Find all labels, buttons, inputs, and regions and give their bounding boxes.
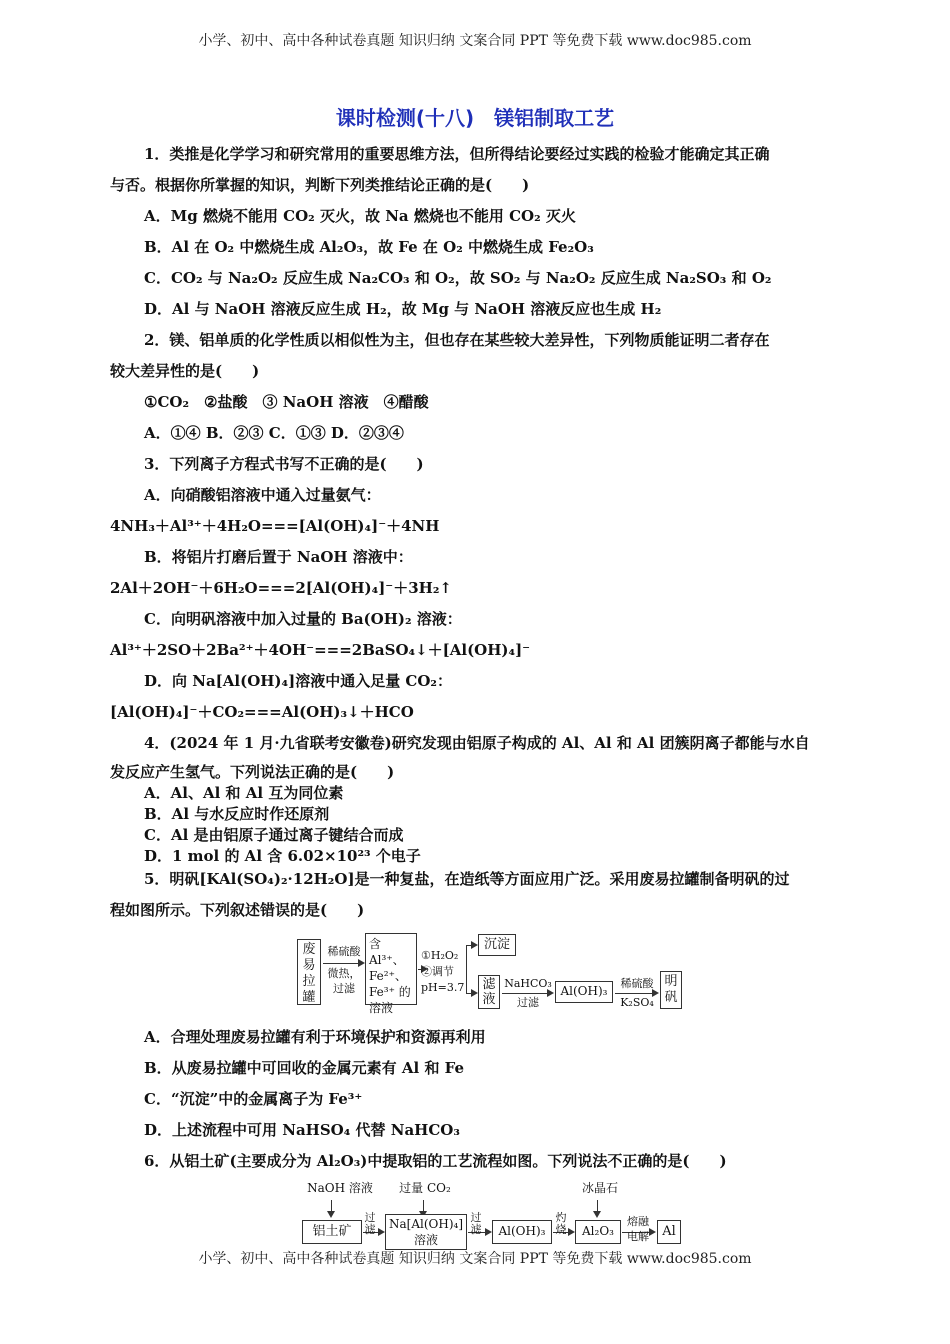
- q4-option-c: C．Al 是由铝原子通过离子键结合而成: [144, 826, 404, 844]
- flow-step3: pH=3.7: [421, 981, 465, 994]
- q3-equation-d: [Al(OH)₄]⁻＋CO₂===Al(OH)₃↓＋HCO: [110, 703, 414, 721]
- q1-option-d: D．Al 与 NaOH 溶液反应生成 H₂，故 Mg 与 NaOH 溶液反应也生成 H₂: [144, 300, 662, 318]
- q5-stem-line2: 程如图所示。下列叙述错误的是( ): [110, 901, 365, 919]
- flow-start-label: 废易拉罐: [302, 942, 316, 1005]
- q1-stem-line2: 与否。根据你所掌握的知识，判断下列类推结论正确的是( ): [110, 176, 530, 194]
- q2-stem-line1: 2．镁、铝单质的化学性质以相似性为主，但也存在某些较大差异性，下列物质能证明二者存在: [144, 331, 770, 349]
- q3-equation-a: 4NH₃＋Al³⁺＋4H₂O===[Al(OH)₄]⁻＋4NH: [110, 517, 440, 535]
- flow-solution-line3: Fe³⁺ 的: [369, 985, 411, 999]
- flow-arrow1-bot: 过滤: [333, 982, 355, 995]
- flow-step2: ②调节: [421, 965, 454, 978]
- q6-box-oxide: Al₂O₃: [575, 1220, 621, 1244]
- q2-stem-line2: 较大差异性的是( ): [110, 362, 260, 380]
- q6-box-metal: Al: [657, 1220, 681, 1244]
- q1-option-b: B．Al 在 O₂ 中燃烧生成 Al₂O₃，故 Fe 在 O₂ 中燃烧生成 Fe₂O₃: [144, 238, 594, 256]
- flow-arrow3-top: NaHCO₃: [504, 977, 552, 990]
- q6-filter-2: 过滤: [470, 1211, 482, 1236]
- q5-option-d: D．上述流程中可用 NaHSO₄ 代替 NaHCO₃: [144, 1121, 460, 1139]
- q5-option-a: A．合理处理废易拉罐有利于环境保护和资源再利用: [144, 1028, 486, 1046]
- q6-box-solution: [385, 1214, 467, 1250]
- flow-solution-line2: Fe²⁺、: [369, 969, 407, 983]
- flow-arrow-4: [615, 993, 657, 994]
- flow-arrow-1: [323, 963, 363, 964]
- q6-arrow-reagent-3: [597, 1200, 598, 1216]
- flow-arrow-filtrate: [466, 993, 476, 994]
- q1-option-a: A．Mg 燃烧不能用 CO₂ 灭火，故 Na 燃烧也不能用 CO₂ 灭火: [144, 207, 576, 225]
- q3-option-c: C．向明矾溶液中加入过量的 Ba(OH)₂ 溶液：: [144, 610, 462, 628]
- flow-arrow-3: [502, 993, 552, 994]
- q6-reagent-2: 过量 CO₂: [399, 1181, 451, 1195]
- q6-solution-line2: 溶液: [413, 1233, 438, 1247]
- flow-box-solution: [365, 933, 417, 1015]
- page-footer: 小学、初中、高中各种试卷真题 知识归纳 文案合同 PPT 等免费下载 www.doc985.com: [198, 1251, 752, 1267]
- flow-step1: ①H₂O₂: [421, 949, 459, 962]
- flow-arrow1-top: 稀硫酸: [327, 945, 361, 958]
- q4-stem-line1: 4．(2024 年 1 月·九省联考安徽卷)研究发现由铝原子构成的 Al、Al 和 Al 团簇阴离子都能与水自: [144, 734, 810, 752]
- q6-reagent-1: NaOH 溶液: [307, 1181, 373, 1195]
- q2-options: A．①④ B．②③ C．①③ D．②③④: [144, 424, 404, 442]
- flow-arrow4-bot: K₂SO₄: [620, 996, 654, 1009]
- exam-content: [110, 142, 840, 1260]
- q3-option-a: A．向硝酸铝溶液中通入过量氨气：: [144, 486, 381, 504]
- flow-solution-line4: 溶液: [369, 1001, 394, 1015]
- flow-solution-line1: 含 Al³⁺、: [369, 937, 405, 967]
- q5-stem-line1: 5．明矾[KAl(SO₄)₂·12H₂O]是一种复盐，在造纸等方面应用广泛。采用废易拉罐制备明矾的过: [144, 870, 790, 888]
- flow-branch-line: [466, 945, 467, 993]
- flow-box-start: [297, 939, 321, 1005]
- q3-option-d: D．向 Na[Al(OH)₄]溶液中通入足量 CO₂：: [144, 672, 452, 690]
- q6-electrolysis: 熔融电解: [627, 1215, 649, 1243]
- q1-stem-line1: 1．类推是化学学习和研究常用的重要思维方法，但所得结论要经过实践的检验才能确定其正确: [144, 145, 770, 163]
- q6-box-ore: 铝土矿: [302, 1220, 362, 1244]
- q6-box-hydroxide: Al(OH)₃: [492, 1220, 552, 1244]
- flow-arrow1-mid: 微热，: [327, 967, 361, 980]
- q4-stem-line2: 发反应产生氢气。下列说法正确的是( ): [110, 763, 395, 781]
- q6-filter-1: 过滤: [364, 1211, 376, 1236]
- q4-option-d: D．1 mol 的 Al 含 6.02×10²³ 个电子: [144, 847, 421, 865]
- q3-equation-c: Al³⁺＋2SO＋2Ba²⁺＋4OH⁻===2BaSO₄↓＋[Al(OH)₄]⁻: [110, 641, 531, 659]
- q3-stem: 3．下列离子方程式书写不正确的是( ): [144, 455, 424, 473]
- q4-option-b: B．Al 与水反应时作还原剂: [144, 805, 330, 823]
- flow-arrow3-bot: 过滤: [517, 996, 539, 1009]
- q4-option-a: A．Al、Al 和 Al 互为同位素: [144, 784, 344, 802]
- q6-stem: 6．从铝土矿(主要成分为 Al₂O₃)中提取铝的工艺流程如图。下列说法不正确的是( ): [144, 1152, 727, 1170]
- flow-box-product: 明矾: [660, 971, 682, 1009]
- q3-equation-b: 2Al＋2OH⁻＋6H₂O===2[Al(OH)₄]⁻＋3H₂↑: [110, 579, 452, 597]
- q5-option-c: C．“沉淀”中的金属离子为 Fe³⁺: [144, 1090, 363, 1108]
- q1-option-c: C．CO₂ 与 Na₂O₂ 反应生成 Na₂CO₃ 和 O₂，故 SO₂ 与 Na₂O₂ 反应生成 Na₂SO₃ 和 O₂: [144, 269, 772, 287]
- q6-reagent-3: 冰晶石: [581, 1181, 618, 1195]
- q6-arrow-reagent-1: [331, 1200, 332, 1216]
- q6-solution-line1: Na[Al(OH)₄]: [389, 1217, 463, 1231]
- page-title: 课时检测(十八) 镁铝制取工艺: [335, 106, 615, 130]
- flow-box-filtrate: 滤液: [478, 975, 500, 1009]
- q3-option-b: B．将铝片打磨后置于 NaOH 溶液中：: [144, 548, 413, 566]
- page-header: 小学、初中、高中各种试卷真题 知识归纳 文案合同 PPT 等免费下载 www.doc985.com: [198, 33, 752, 49]
- q6-calcine: 灼烧: [555, 1211, 567, 1236]
- q5-option-b: B．从废易拉罐中可回收的金属元素有 Al 和 Fe: [144, 1059, 465, 1077]
- q2-items: ①CO₂ ②盐酸 ③ NaOH 溶液 ④醋酸: [144, 393, 429, 411]
- flow-box-hydroxide: Al(OH)₃: [555, 981, 613, 1003]
- flow-arrow-precipitate: [466, 945, 476, 946]
- flow-arrow4-top: 稀硫酸: [620, 977, 654, 990]
- flow-box-precipitate: 沉淀: [478, 934, 516, 956]
- q5-flow-diagram: [110, 929, 840, 1025]
